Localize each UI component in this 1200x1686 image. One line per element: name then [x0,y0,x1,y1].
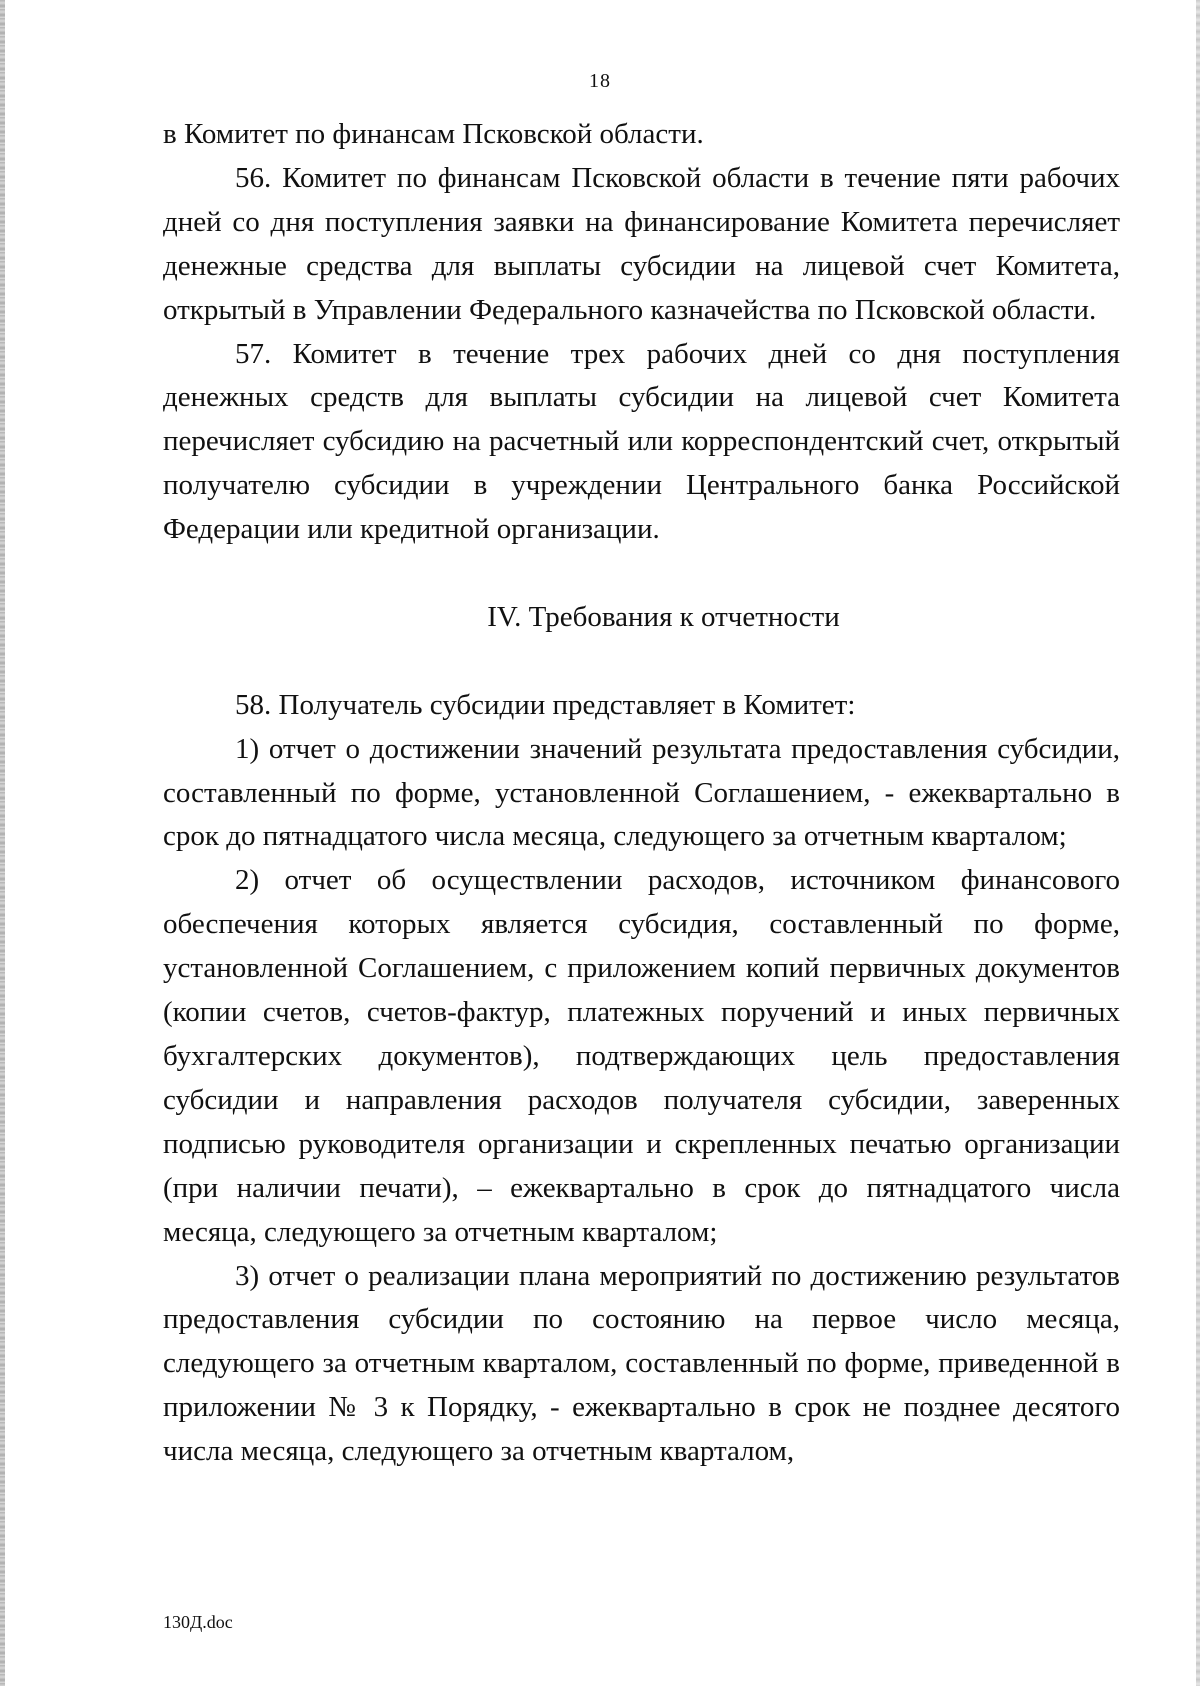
list-item-3: 3) отчет о реализации плана мероприятий по достижению результатов предоставления субсидии по состоянию на первое число месяца, следующего за отчетным кварталом, составленный по форме, приведенной в приложении № 3 к Порядку, - ежеквартально в срок не позднее десятого числа месяца, следующего за отчетным кварталом, [163,1259,1120,1468]
page-number: 18 [589,70,611,92]
paragraph-56: 56. Комитет по финансам Псковской области в течение пяти рабочих дней со дня поступления заявки на финансирование Комитета перечисляет денежные средства для выплаты субсидии на лицевой счет Комитета, открытый в Управлении Федерального казначейства по Псковской области. [163,161,1120,326]
scan-edge-right [1196,0,1200,1686]
paragraph-58: 58. Получатель субсидии представляет в Комитет: [235,688,856,721]
list-item-1: 1) отчет о достижении значений результата предоставления субсидии, составленный по форме, установленной Соглашением, - ежеквартально в срок до пятнадцатого числа месяца, следующего за отчетным кварталом; [163,732,1120,853]
list-item-2: 2) отчет об осуществлении расходов, источником финансового обеспечения которых является субсидия, составленный по форме, установленной Соглашением, с приложением копий первичных документов (копии счетов, счетов-фактур, платежных поручений и иных первичных бухгалтерских документов), подтверждающих цель предоставления субсидии и направления расходов получателя субсидии, заверенных подписью руководителя организации и скрепленных печатью организации (при наличии печати), – ежеквартально в срок до пятнадцатого числа месяца, следующего за отчетным кварталом; [163,864,1120,1248]
paragraph-continuation: в Комитет по финансам Псковской области. [163,118,704,150]
footer-filename: 130Д.doc [163,1612,233,1632]
section-heading: IV. Требования к отчетности [487,600,840,633]
document-body [163,113,1120,1474]
paragraph-57: 57. Комитет в течение трех рабочих дней со дня поступления денежных средств для выплаты субсидии на лицевой счет Комитета перечисляет субсидию на расчетный или корреспондентский счет, открытый получателю субсидии в учреждении Центрального банка Российской Федерации или кредитной организации. [163,337,1120,546]
scan-edge-left [0,0,5,1686]
